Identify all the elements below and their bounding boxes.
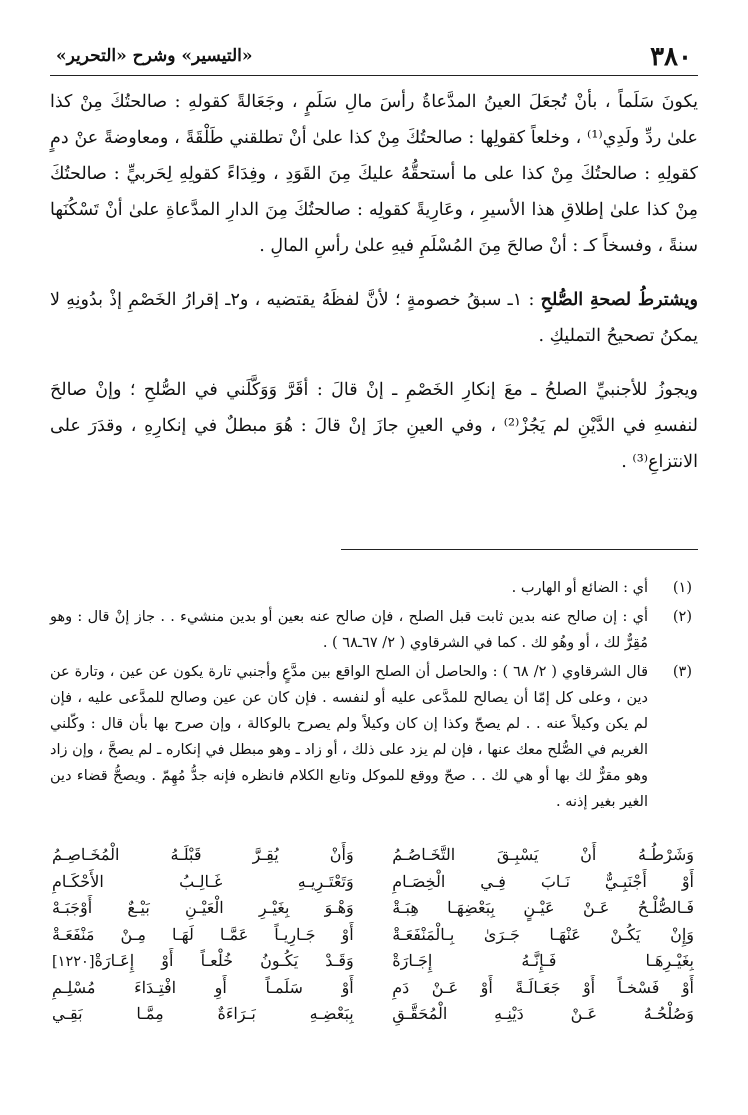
paragraph-2-lead: ويشترطُ لصحةِ الصُّلحِ [540,290,698,310]
verse-second-hemistich [52,948,354,975]
running-title: «التيسير» وشرح «التحرير» [56,46,253,66]
verse-second-hemistich: بِبَعْضِـهِ بَـرَاءَةٌ مِمَّـا بَقِـي [52,1004,354,1023]
verse-line [52,842,694,869]
verse-second-hemistich: وَتَعْتَـرِيـهِ غَـالِـبُ الأَحْكَـامِ [52,871,354,891]
verse-first-hemistich: فَـالصُّلْـحُ عَـنْ عَيْـنٍ بِبَعْضِهَـا هِبَـةْ [392,898,694,917]
footnote-number: (١) [672,580,692,596]
paragraph-1: يكونَ سَلَماً ، بأنْ تُجعَلَ العينُ المدَّعاةُ رأسَ مالِ سَلَمٍ ، وجَعَالةً كقولهِ : صالحتُكَ مِنْ كذا علىٰ ردِّ ولَدِي⁽¹⁾ ، وخلعاً كقولِها : صالحتُكَ مِنْ كذا علىٰ أنْ تطلقني طَلْقَةً ، ومعاوضةً عنْ دمٍ كقولِهِ : صالحتُكَ مِنْ كذا على ما أستحقُّهُ عليكَ مِنَ القَوَدِ ، وفِدَاءً كقولِهِ لِحَربيٍّ : صالحتُكَ مِنْ كذا علىٰ إطلاقِ هذا الأسيرِ ، وعَارِيةً كقولِه : صالحتُكَ مِنَ الدارِ المدَّعاةِ علىٰ أنْ تَسْكُنَها سنةً ، وفسخاً كـ : أنْ صالحَ مِنَ المُسْلَمِ فيهِ علىٰ رأسِ المالِ . [50,92,699,256]
verse-second-hemistich: وَأَنْ يُقِـرَّ قَبْلَـهُ الْمُخَـاصِـمُ [52,845,354,864]
poem [52,842,694,1028]
footnote-number: (٣) [672,664,692,680]
paragraph-2 [50,282,698,354]
main-text [50,84,698,498]
verse-first-hemistich: أَوْ فَسْخـاً أَوْ جَعَـالَـةً أَوْ عَـنْ دَمِ [392,977,694,997]
verse-first-hemistich: بِغَيْـرِهَـا فَـإِنَّـهُ إِجَـارَةْ [392,951,694,970]
footnote-text: أي : الضائع أو الهارب . [511,580,648,596]
verse-first-hemistich: وَإِنْ يَكُـنْ عَنْهَـا جَـرَىٰ بِـالْمَنْفَعَـةْ [392,924,694,944]
verse-line [52,869,694,896]
verse-second-hemistich: وَهْـوَ بِغَيْـرِ الْعَيْـنِ بَيْـعٌ أَوْجَبَـهْ [52,898,354,917]
footnote-2 [50,604,698,656]
verse-first-hemistich: أَوْ أَجْنَبِـيٌّ نَـابَ فِـي الْخِصَـامِ [392,871,694,891]
verse-line [52,975,694,1002]
footnote-number: (٢) [672,609,692,625]
verse-first-hemistich: وَشَرْطُـهُ أَنْ يَسْبِـقَ التَّخَـاصُـمُ [392,845,694,864]
header-rule [50,75,698,76]
footnote-text: قال الشرقاوي ( ٢/ ٦٨ ) : والحاصل أن الصلح الواقع بين مدَّعٍ وأجنبي تارة يكون عن عين ، وتارة عن دين ، وعلى كل إمّا أن يصالح للمدَّعى عليه أو لنفسه . فإن كان عن عين وصالح للمدَّعى عليه ، فإن لم يكن وكيلاً عنه . . لم يصحّ وكذا إن كان وكيلاً ولم يصرح بالوكالة ، وإن صرح بها بأن قال : وكّلني الغريم في الصُّلح معك عنها ، فإن لم يزد على ذلك ، أو زاد ـ وهو مبطل في إنكاره ـ لم يصحَّ ، وإن زاد وهو مقرٌّ لك بها أو هي لك . . صحّ ووقع للموكل وتابع الكلام فانظره فإنه جدُّ مُهِمّ . ويصحُّ قضاء دين الغير بغير إذنه . [50,664,649,810]
footnote-divider [341,549,698,550]
footnote-1 [50,575,698,601]
footnotes [50,575,698,818]
verse-second-hemistich-text: وَقَـدْ يَكُـونُ خُلْعـاً أَوْ إِعَـارَةْ [94,951,354,970]
verse-line [52,895,694,922]
page-number: ٣٨٠ [650,42,692,72]
verse-second-hemistich: أَوْ سَلَمـاً أَوِ افْتِـدَاءَ مُسْلِـمِ [52,977,354,997]
paragraph-3: ويجوزُ للأجنبيِّ الصلحُ ـ معَ إنكارِ الخَصْمِ ـ إنْ قالَ : أقَرَّ وَوَكَّلَني في الصُّلحِ ؛ وإنْ صالحَ لنفسهِ في الدَّيْنِ لم يَجُزْ⁽²⁾ ، وفي العينِ جازَ إنْ قالَ : هُوَ مبطلٌ في إنكارِهِ ، وقدَرَ على الانتزاعِ⁽³⁾ . [50,380,698,472]
footnote-text: أي : إن صالح عنه بدين ثابت قبل الصلح ، فإن صالح عنه بعين أو بدين منشيء . . جاز إنْ قال : وهو مُقِرٌّ لك ، أو وهُو لك . كما في الشرقاوي ( ٢/ ٦٧ـ٦٨ ) . [50,609,648,651]
verse-first-hemistich: وَصُلْحُـهُ عَـنْ دَيْنِـهِ الْمُحَقَّـقِ [392,1004,694,1023]
verse-line [52,1001,694,1028]
verse-line [52,922,694,949]
verse-line [52,948,694,975]
verse-number: [١٢٢٠] [52,954,95,970]
footnote-3 [50,659,698,815]
verse-second-hemistich: أَوْ جَـارِيـاً عَمَّـا لَهَـا مِـنْ مَنْفَعَـةْ [52,924,354,944]
page-header [50,42,698,76]
paragraph-2-rest: : ١ـ سبقُ خصومةٍ ؛ لأنَّ لفظَهُ يقتضيه ، و٢ـ إقرارُ الخَصْمِ إذْ بدُونِهِ لا يمكنُ تصحيحُ التمليكِ . [50,290,698,346]
